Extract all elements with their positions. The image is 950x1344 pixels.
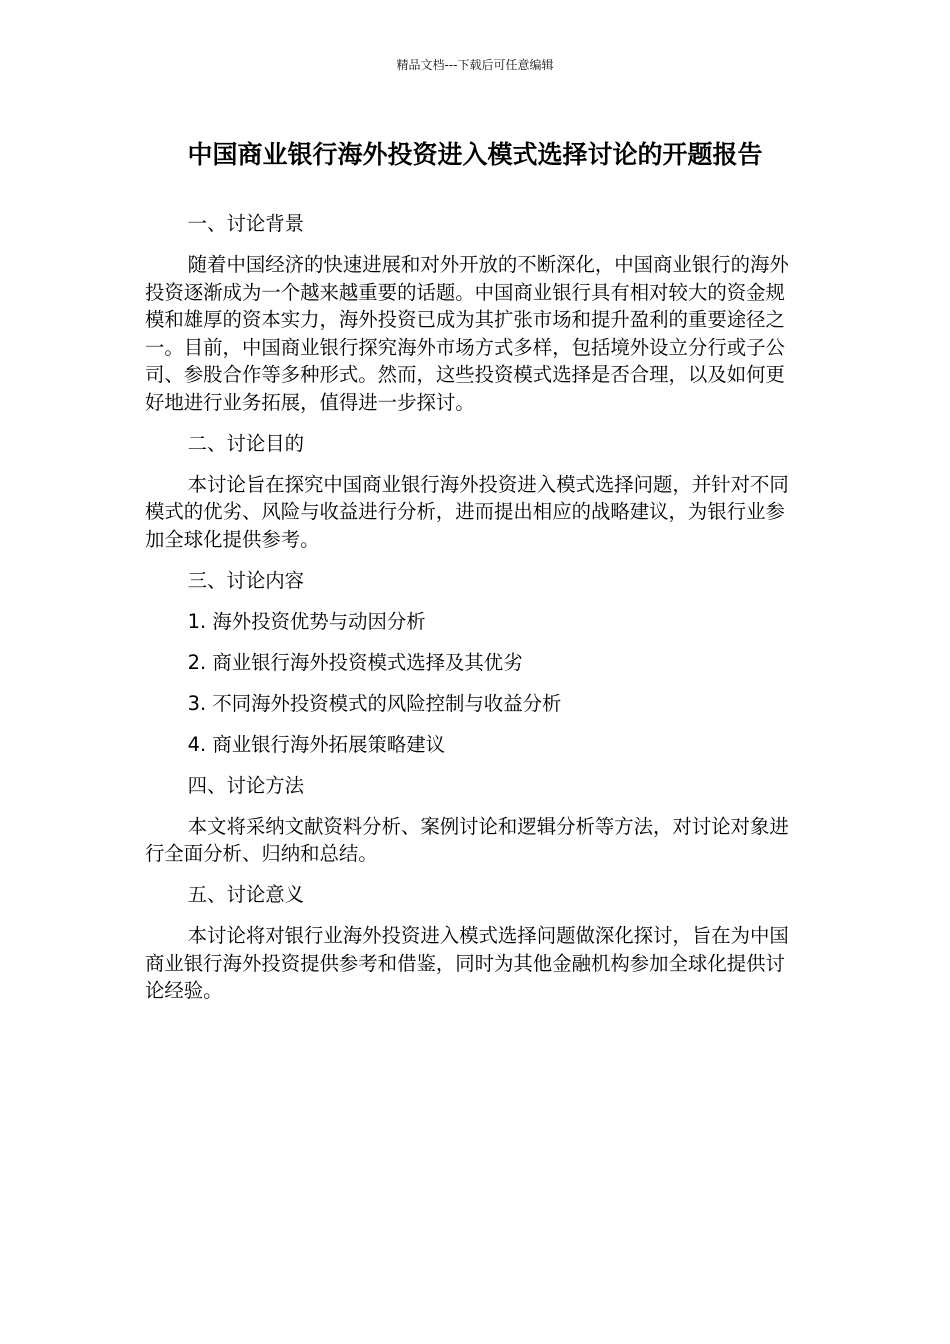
section-body-purpose: 本讨论旨在探究中国商业银行海外投资进入模式选择问题，并针对不同模式的优劣、风险与收益进行分析，进而提出相应的战略建议，为银行业参加全球化提供参考。 (145, 472, 789, 551)
header-note: 精品文档---下载后可任意编辑 (396, 58, 554, 72)
list-item: 2. 商业银行海外投资模式选择及其优劣 (187, 650, 523, 674)
section-heading-method: 四、讨论方法 (187, 773, 305, 797)
section-body-method: 本文将采纳文献资料分析、案例讨论和逻辑分析等方法，对讨论对象进行全面分析、归纳和总结。 (145, 814, 789, 865)
list-item: 3. 不同海外投资模式的风险控制与收益分析 (187, 691, 562, 715)
section-body-significance: 本讨论将对银行业海外投资进入模式选择问题做深化探讨，旨在为中国商业银行海外投资提供参考和借鉴，同时为其他金融机构参加全球化提供讨论经验。 (145, 924, 789, 1002)
document-title: 中国商业银行海外投资进入模式选择讨论的开题报告 (187, 140, 763, 169)
section-body-background: 随着中国经济的快速进展和对外开放的不断深化，中国商业银行的海外投资逐渐成为一个越来越重要的话题。中国商业银行具有相对较大的资金规模和雄厚的资本实力，海外投资已成为其扩张市场和提升盈利的重要途径之一。目前，中国商业银行探究海外市场方式多样，包括境外设立分行或子公司、参股合作等多种形式。然而，这些投资模式选择是否合理，以及如何更好地进行业务拓展，值得进一步探讨。 (145, 253, 789, 414)
document-body (145, 210, 797, 1005)
list-item: 1. 海外投资优势与动因分析 (187, 609, 426, 633)
section-heading-background: 一、讨论背景 (187, 212, 305, 235)
section-heading-significance: 五、讨论意义 (187, 883, 305, 906)
list-item: 4. 商业银行海外拓展策略建议 (187, 732, 446, 756)
section-heading-purpose: 二、讨论目的 (187, 431, 305, 455)
section-heading-content: 三、讨论内容 (187, 568, 305, 592)
